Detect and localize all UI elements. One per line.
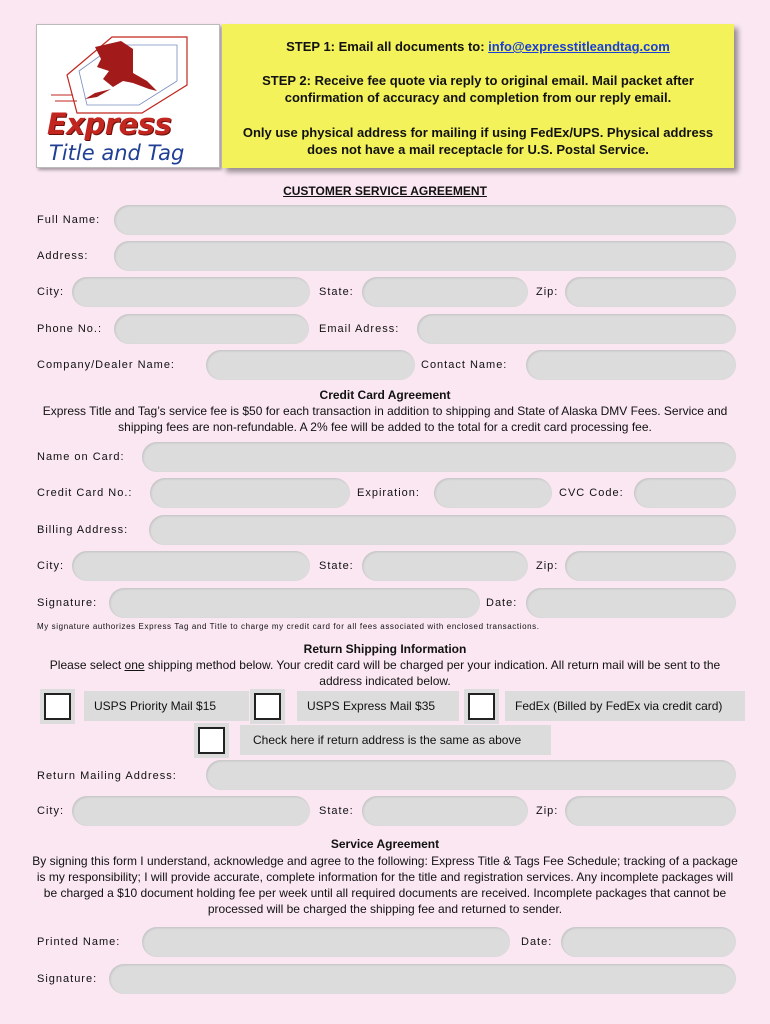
return-state-field[interactable]	[362, 796, 528, 826]
return-address-label: Return Mailing Address:	[37, 770, 177, 782]
city-label: City:	[37, 286, 64, 298]
credit-card-title: Credit Card Agreement	[319, 388, 451, 402]
phone-field[interactable]	[114, 314, 309, 344]
card-number-field[interactable]	[150, 478, 350, 508]
usps-priority-checkbox[interactable]	[44, 693, 71, 720]
service-signature-label: Signature:	[37, 973, 98, 985]
usps-express-checkbox[interactable]	[254, 693, 281, 720]
return-zip-label: Zip:	[536, 805, 559, 817]
card-date-label: Date:	[486, 597, 518, 609]
email-link[interactable]: info@expresstitleandtag.com	[488, 39, 670, 54]
full-name-label: Full Name:	[37, 214, 101, 226]
usps-priority-label: USPS Priority Mail $15	[84, 691, 249, 721]
logo-express-text: Express	[47, 107, 172, 141]
contact-field[interactable]	[526, 350, 736, 380]
name-on-card-field[interactable]	[142, 442, 736, 472]
billing-city-label: City:	[37, 560, 64, 572]
shipping-text-one: one	[124, 658, 145, 672]
full-name-field[interactable]	[114, 205, 736, 235]
step1-text	[222, 38, 734, 55]
zip-label: Zip:	[536, 286, 559, 298]
step2-text: STEP 2: Receive fee quote via reply to original email. Mail packet after confirmation of accuracy and completion from our reply email.	[262, 73, 694, 105]
form-title: CUSTOMER SERVICE AGREEMENT	[283, 184, 487, 198]
cvc-field[interactable]	[634, 478, 736, 508]
cvc-label: CVC Code:	[559, 487, 624, 499]
printed-name-label: Printed Name:	[37, 936, 121, 948]
fedex-label: FedEx (Billed by FedEx via credit card)	[505, 691, 745, 721]
credit-card-text: Express Title and Tag’s service fee is $50 for each transaction in addition to shipping and State of Alaska DMV Fees. Service and shipping fees are non-refundable. A 2% fee will be added to the total for a credit card processing fee.	[42, 404, 728, 434]
billing-zip-label: Zip:	[536, 560, 559, 572]
zip-field[interactable]	[565, 277, 736, 307]
shipping-text-end: shipping method below. Your credit card will be charged per your indication. All return mail will be sent to the address indicated below.	[144, 658, 721, 688]
printed-name-field[interactable]	[142, 927, 510, 957]
company-logo	[36, 24, 220, 168]
name-on-card-label: Name on Card:	[37, 451, 125, 463]
physical-address-note: Only use physical address for mailing if using FedEx/UPS. Physical address does not have a mail receptacle for U.S. Postal Service.	[242, 125, 714, 157]
billing-zip-field[interactable]	[565, 551, 736, 581]
service-date-label: Date:	[521, 936, 553, 948]
card-date-field[interactable]	[526, 588, 736, 618]
city-field[interactable]	[72, 277, 310, 307]
billing-state-field[interactable]	[362, 551, 528, 581]
billing-address-label: Billing Address:	[37, 524, 129, 536]
phone-label: Phone No.:	[37, 323, 103, 335]
same-address-checkbox[interactable]	[198, 727, 225, 754]
return-address-field[interactable]	[206, 760, 736, 790]
contact-label: Contact Name:	[421, 359, 508, 371]
card-number-label: Credit Card No.:	[37, 487, 133, 499]
service-agreement-title: Service Agreement	[330, 837, 440, 851]
billing-city-field[interactable]	[72, 551, 310, 581]
expiration-field[interactable]	[434, 478, 552, 508]
service-date-field[interactable]	[561, 927, 736, 957]
card-signature-field[interactable]	[109, 588, 480, 618]
service-signature-field[interactable]	[109, 964, 736, 994]
step1-label: STEP 1: Email all documents to:	[286, 39, 489, 54]
card-signature-label: Signature:	[37, 597, 98, 609]
return-city-field[interactable]	[72, 796, 310, 826]
email-label: Email Adress:	[319, 323, 400, 335]
company-label: Company/Dealer Name:	[37, 359, 175, 371]
expiration-label: Expiration:	[357, 487, 420, 499]
address-label: Address:	[37, 250, 89, 262]
return-state-label: State:	[319, 805, 354, 817]
state-field[interactable]	[362, 277, 528, 307]
service-agreement-text: By signing this form I understand, acknowledge and agree to the following: Express Title & Tags Fee Schedule; tracking of a package is my responsibility; I will provide accurate, complete information for the title and registration services. Any incomplete packages will be charged a $10 document holding fee per week until all required documents are received. Incomplete packages that cannot be processed will be charged the shipping fee and returned to sender.	[32, 854, 738, 916]
shipping-text-start: Please select	[49, 658, 125, 672]
return-shipping-title: Return Shipping Information	[303, 642, 467, 656]
fedex-checkbox[interactable]	[468, 693, 495, 720]
same-address-label: Check here if return address is the same as above	[240, 725, 551, 755]
logo-title-and-tag-text: Title and Tag	[49, 141, 185, 165]
billing-address-field[interactable]	[149, 515, 736, 545]
billing-state-label: State:	[319, 560, 354, 572]
company-field[interactable]	[206, 350, 415, 380]
instructions-box	[222, 24, 734, 168]
state-label: State:	[319, 286, 354, 298]
card-authorization-text: My signature authorizes Express Tag and Title to charge my credit card for all fees associated with enclosed transactions.	[37, 622, 540, 631]
return-shipping-text	[30, 657, 740, 689]
return-zip-field[interactable]	[565, 796, 736, 826]
usps-express-label: USPS Express Mail $35	[297, 691, 459, 721]
email-field[interactable]	[417, 314, 736, 344]
address-field[interactable]	[114, 241, 736, 271]
return-city-label: City:	[37, 805, 64, 817]
